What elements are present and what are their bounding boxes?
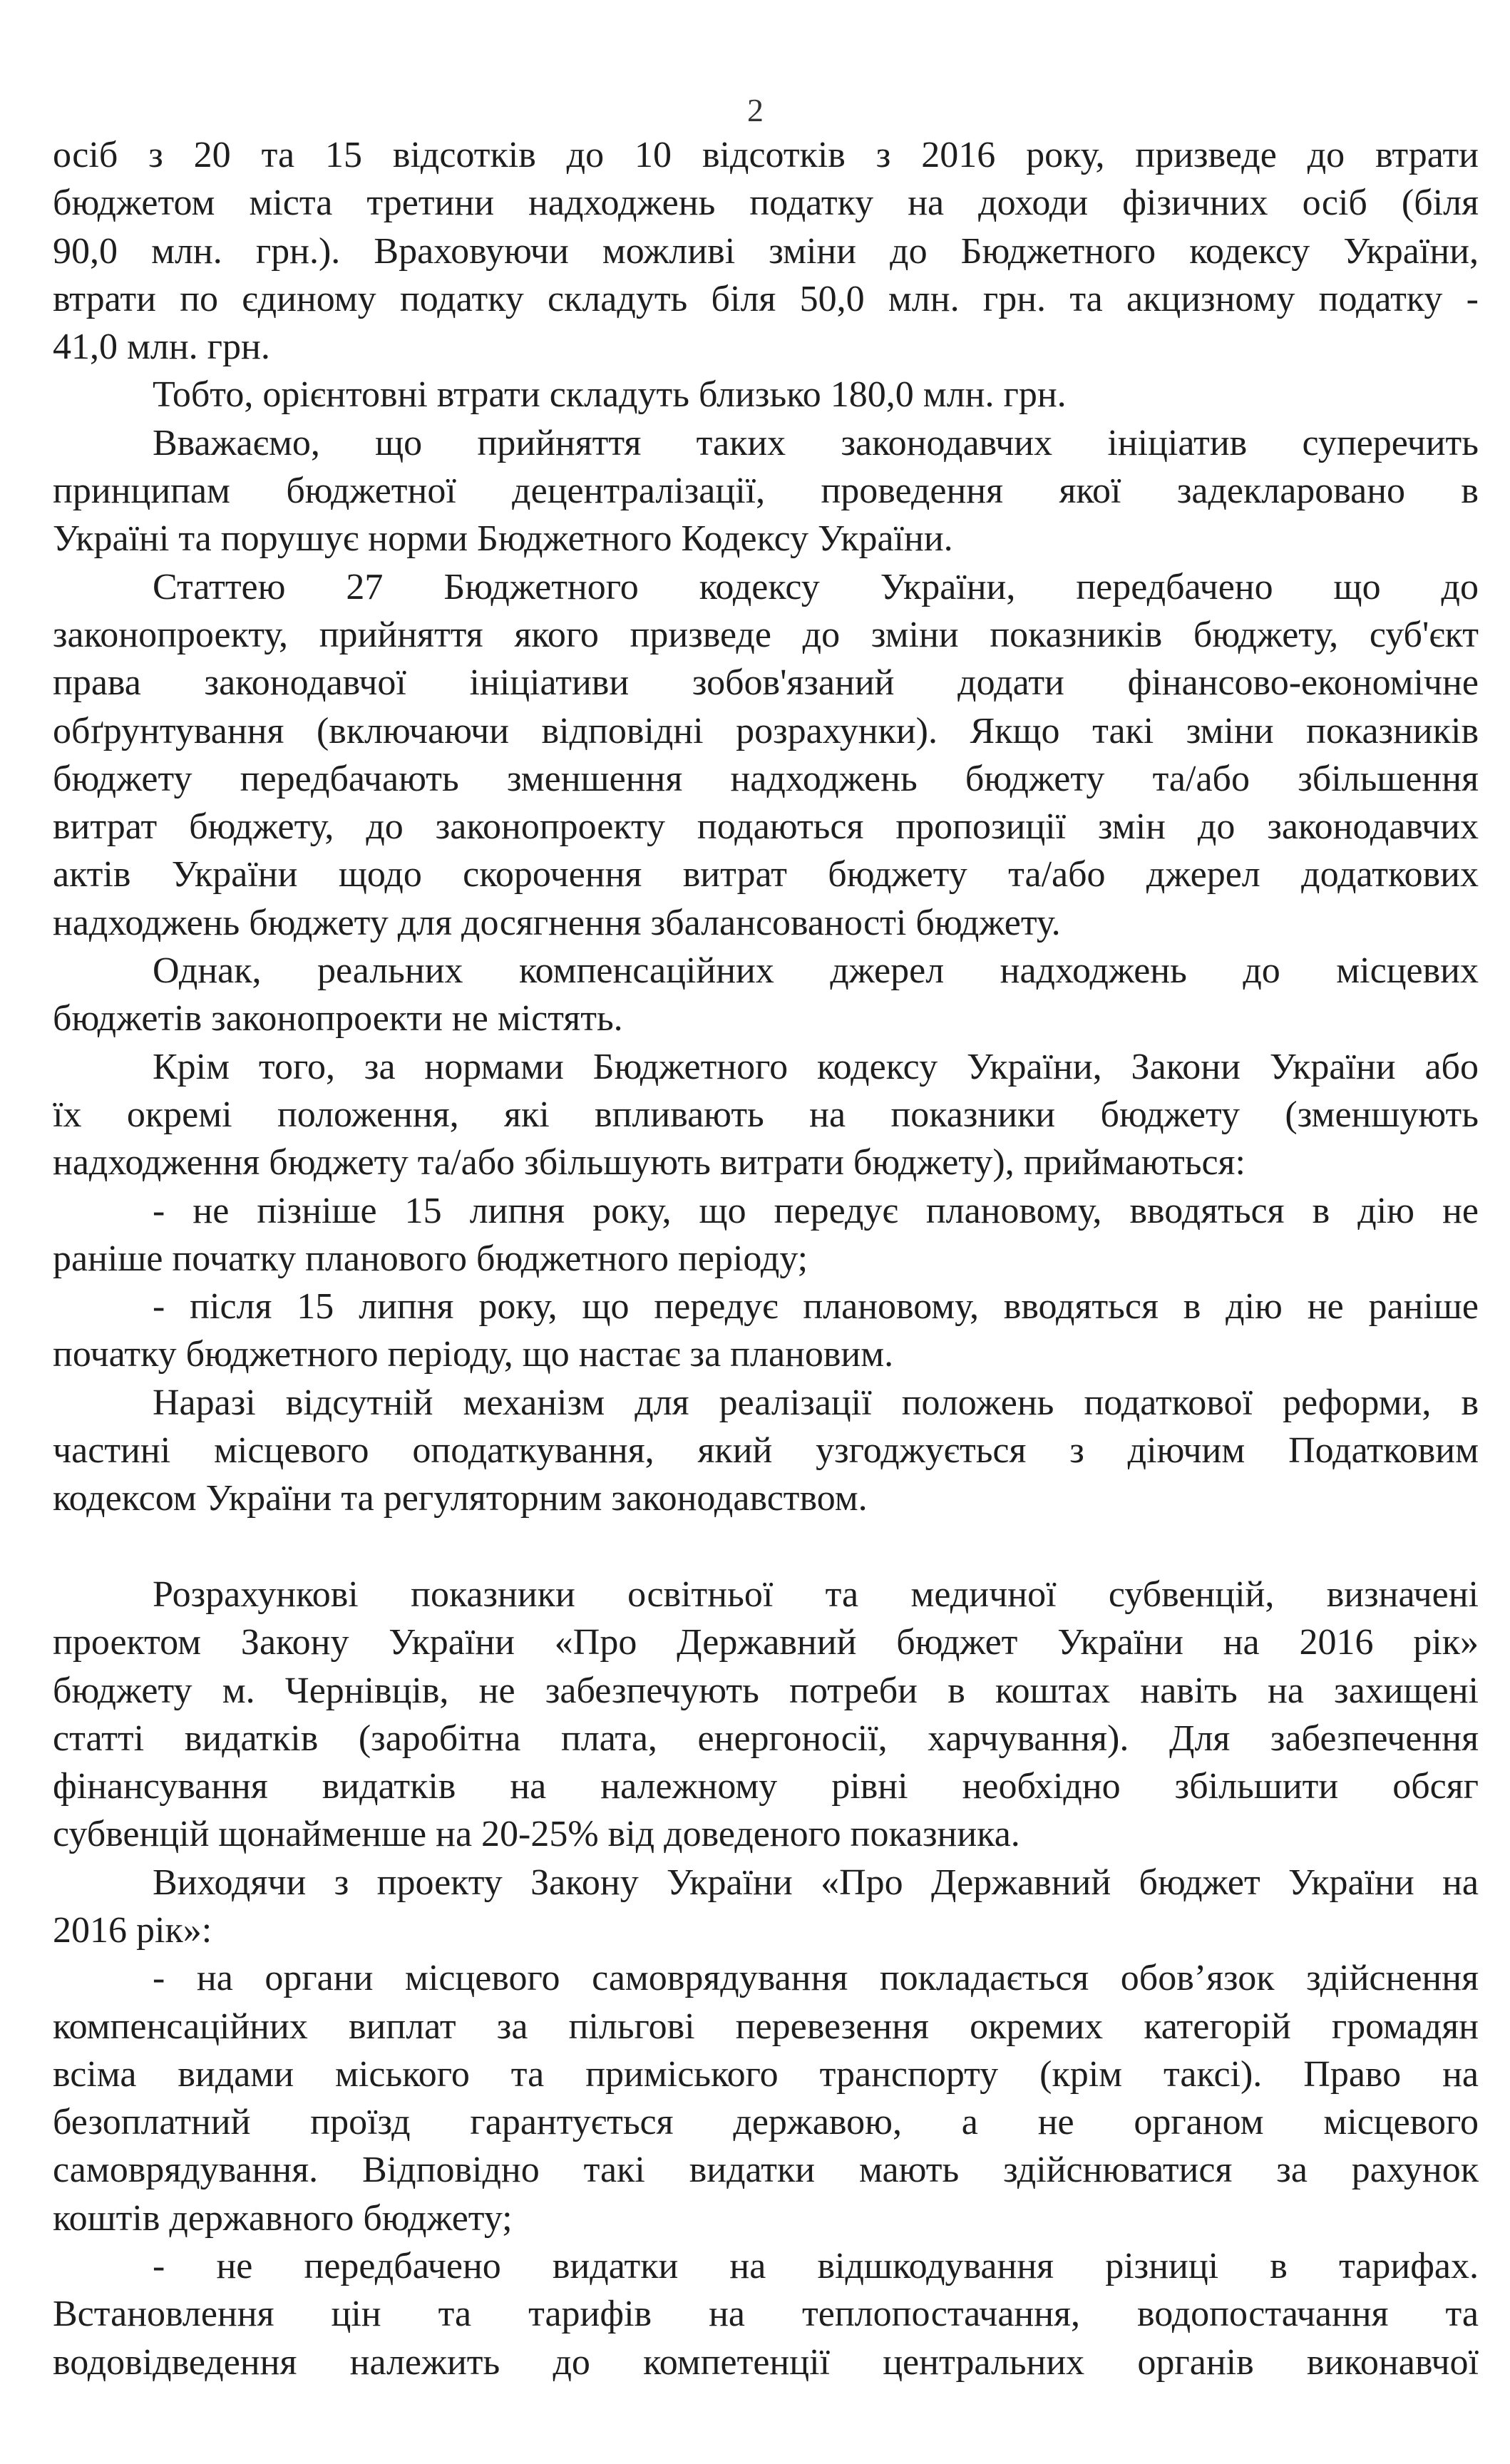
- paragraph-spacer: [53, 1523, 1479, 1571]
- text-line: Виходячи з проекту Закону України «Про Державний бюджет України на: [153, 1862, 1479, 1903]
- paragraph: [53, 1571, 1479, 1859]
- page-number: 2: [747, 92, 764, 128]
- paragraph: [53, 563, 1479, 947]
- text-line: осіб з 20 та 15 відсотків до 10 відсотків з 2016 року, призведе до втрати: [53, 135, 1479, 175]
- text-line: початку бюджетного періоду, що настає за плановим.: [53, 1334, 894, 1375]
- text-line: законопроекту, прийняття якого призведе до зміни показників бюджету, суб'єкт: [53, 614, 1479, 655]
- paragraph: [53, 1283, 1479, 1379]
- text-line: Крім того, за нормами Бюджетного кодексу України, Закони України або: [153, 1046, 1479, 1087]
- text-line: обґрунтування (включаючи відповідні розрахунки). Якщо такі зміни показників: [53, 710, 1479, 751]
- text-line: коштів державного бюджету;: [53, 2197, 513, 2239]
- text-line: Вважаємо, що прийняття таких законодавчих ініціатив суперечить: [153, 422, 1479, 463]
- text-line: Україні та порушує норми Бюджетного Кодексу України.: [53, 518, 953, 560]
- text-line: Встановлення цін та тарифів на теплопостачання, водопостачання та: [53, 2294, 1479, 2335]
- text-line: фінансування видатків на належному рівні необхідно збільшити обсяг: [53, 1766, 1479, 1807]
- text-line: надходжень бюджету для досягнення збалансованості бюджету.: [53, 902, 1061, 943]
- text-line: права законодавчої ініціативи зобов'язаний додати фінансово-економічне: [53, 662, 1479, 704]
- text-line: 90,0 млн. грн.). Враховуючи можливі зміни до Бюджетного кодексу України,: [53, 230, 1479, 272]
- text-line: Розрахункові показники освітньої та медичної субвенцій, визначені: [153, 1574, 1479, 1615]
- text-line: витрат бюджету, до законопроекту подаються пропозиції змін до законодавчих: [53, 806, 1479, 848]
- text-line: бюджету передбачають зменшення надходжень бюджету та/або збільшення: [53, 758, 1479, 799]
- text-line: бюджетів законопроекти не містять.: [53, 998, 623, 1040]
- text-line: компенсаційних виплат за пільгові перевезення окремих категорій громадян: [53, 2006, 1479, 2047]
- paragraph: [53, 419, 1479, 563]
- paragraph: [53, 2242, 1479, 2386]
- text-line: раніше початку планового бюджетного періоду;: [53, 1238, 808, 1279]
- text-line: субвенцій щонайменше на 20-25% від доведеного показника.: [53, 1814, 1020, 1855]
- text-line: бюджету м. Чернівців, не забезпечують потреби в коштах навіть на захищені: [53, 1670, 1479, 1711]
- text-line: частині місцевого оподаткування, який узгоджується з діючим Податковим: [53, 1430, 1479, 1472]
- text-line: актів України щодо скорочення витрат бюджету та/або джерел додаткових: [53, 854, 1479, 895]
- text-line: безоплатний проїзд гарантується державою, а не органом місцевого: [53, 2102, 1479, 2143]
- text-line: втрати по єдиному податку складуть біля 50,0 млн. грн. та акцизному податку -: [53, 278, 1479, 319]
- paragraph: [53, 1859, 1479, 1955]
- text-line: надходження бюджету та/або збільшують витрати бюджету), приймаються:: [53, 1142, 1246, 1184]
- text-line: 2016 рік»:: [53, 1909, 212, 1951]
- text-line: Статтею 27 Бюджетного кодексу України, передбачено що до: [153, 566, 1479, 607]
- paragraph: [53, 1043, 1479, 1187]
- text-line: проектом Закону України «Про Державний бюджет України на 2016 рік»: [53, 1622, 1479, 1663]
- paragraph: [53, 1187, 1479, 1283]
- text-line: 41,0 млн. грн.: [53, 327, 270, 368]
- text-line: Тобто, орієнтовні втрати складуть близько 180,0 млн. грн.: [153, 374, 1067, 416]
- text-line: їх окремі положення, які впливають на показники бюджету (зменшують: [53, 1094, 1479, 1135]
- text-line: принципам бюджетної децентралізації, проведення якої задекларовано в: [53, 471, 1479, 512]
- paragraph: [53, 371, 1479, 419]
- text-line: Однак, реальних компенсаційних джерел надходжень до місцевих: [153, 950, 1479, 992]
- text-line: самоврядування. Відповідно такі видатки мають здійснюватися за рахунок: [53, 2150, 1479, 2191]
- text-line: всіма видами міського та приміського транспорту (крім таксі). Право на: [53, 2053, 1479, 2095]
- paragraph: [53, 947, 1479, 1043]
- text-line: бюджетом міста третини надходжень податку на доходи фізичних осіб (біля: [53, 183, 1479, 224]
- text-line: кодексом України та регуляторним законодавством.: [53, 1478, 868, 1519]
- text-line: - на органи місцевого самоврядування покладається обов’язок здійснення: [153, 1958, 1479, 1999]
- document-body: [53, 131, 1479, 2386]
- text-line: - після 15 липня року, що передує плановому, вводяться в дію не раніше: [153, 1286, 1479, 1328]
- paragraph: [53, 131, 1479, 371]
- text-line: статті видатків (заробітна плата, енергоносії, харчування). Для забезпечення: [53, 1718, 1479, 1759]
- paragraph: [53, 1954, 1479, 2242]
- text-line: Наразі відсутній механізм для реалізації положень податкової реформи, в: [153, 1382, 1479, 1423]
- text-line: - не пізніше 15 липня року, що передує плановому, вводяться в дію не: [153, 1190, 1479, 1231]
- text-line: - не передбачено видатки на відшкодування різниці в тарифах.: [153, 2246, 1479, 2287]
- text-line: водовідведення належить до компетенції центральних органів виконавчої: [53, 2341, 1479, 2383]
- paragraph: [53, 1379, 1479, 1523]
